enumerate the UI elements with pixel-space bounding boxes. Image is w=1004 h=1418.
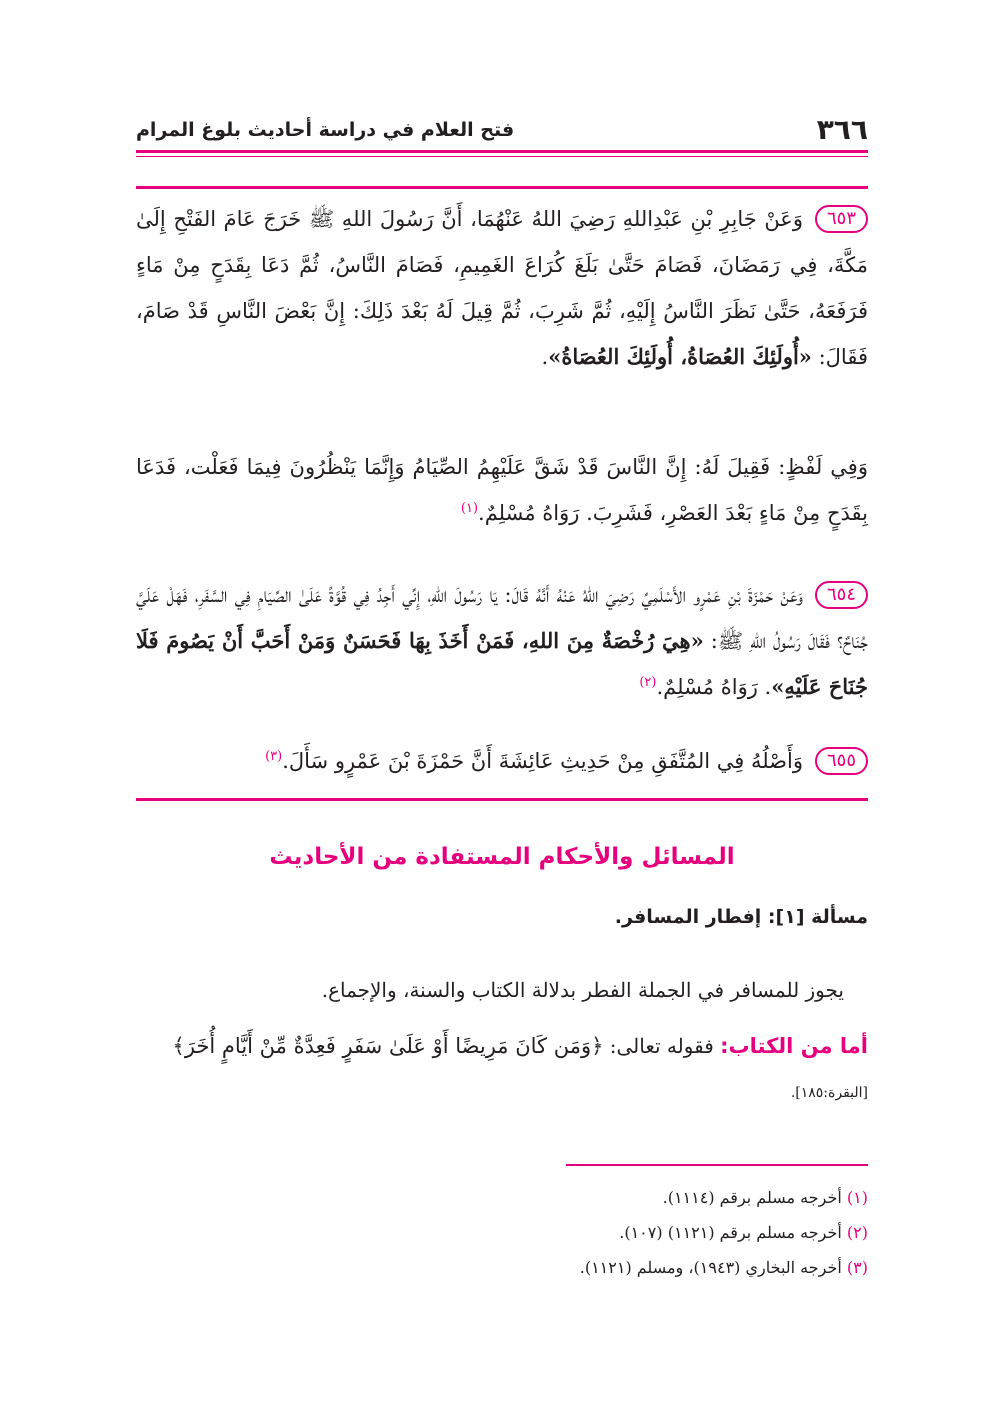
- footnote-text: أخرجه البخاري (١٩٤٣)، ومسلم (١١٢١).: [579, 1258, 842, 1277]
- footnote-rule: [566, 1164, 868, 1166]
- hadith-text: وَأَصْلُهُ فِي المُتَّفَقِ مِنْ حَدِيثِ عَائِشَةَ أَنَّ حَمْزَةَ بْنَ عَمْرٍو سَأَلَ.: [282, 749, 803, 773]
- footnote-number: (١): [846, 1188, 868, 1207]
- header-rule: [136, 150, 868, 153]
- hadith-653: [136, 196, 868, 380]
- source-label: أما من الكتاب:: [720, 1034, 868, 1058]
- surah-reference: [البقرة:١٨٥].: [790, 1085, 868, 1101]
- footnote-ref: (١): [460, 501, 479, 516]
- source-lead: فقوله تعالى:: [609, 1034, 714, 1058]
- hadith-box-top-rule: [136, 186, 868, 189]
- intro-paragraph: يجوز للمسافر في الجملة الفطر بدلالة الكتاب والسنة، والإجماع.: [321, 978, 844, 1002]
- hadith-text: وَعَنْ جَابِرِ بْنِ عَبْدِاللهِ رَضِيَ اللهُ عَنْهُمَا، أَنَّ رَسُولَ اللهِ ﷺ خَرَجَ عَامَ الفَتْحِ إِلَىٰ مَكَّةَ، فِي رَمَضَانَ، فَصَامَ حَتَّىٰ بَلَغَ كُرَاعَ الغَمِيمِ، فَصَامَ النَّاسُ، ثُمَّ دَعَا بِقَدَحٍ مِنْ مَاءٍ فَرَفَعَهُ، حَتَّىٰ نَظَرَ النَّاسُ إِلَيْهِ، ثُمَّ شَرِبَ، ثُمَّ قِيلَ لَهُ بَعْدَ ذَلِكَ: إِنَّ بَعْضَ النَّاسِ قَدْ صَامَ، فَقَالَ:: [136, 207, 868, 369]
- section-heading: المسائل والأحكام المستفادة من الأحاديث: [269, 844, 735, 870]
- footnote-item: [136, 1250, 868, 1285]
- footnote-item: [136, 1215, 868, 1250]
- quran-verse: ﴿وَمَن كَانَ مَرِيضًا أَوْ عَلَىٰ سَفَرٍ فَعِدَّةٌ مِّنْ أَيَّامٍ أُخَرَ﴾: [172, 1034, 604, 1058]
- hadith-text: وَفِي لَفْظٍ: فَقِيلَ لَهُ: إِنَّ النَّاسَ قَدْ شَقَّ عَلَيْهِمُ الصِّيَامُ وَإِنَّمَا يَنْظُرُونَ فِيمَا فَعَلْت، فَدَعَا بِقَدَحٍ مِنْ مَاءٍ بَعْدَ العَصْرِ، فَشَرِبَ. رَوَاهُ مُسْلِمٌ.: [136, 455, 868, 525]
- hadith-number-badge: ٦٥٣: [815, 205, 868, 233]
- footnote-number: (٣): [846, 1258, 868, 1277]
- issue-heading: [136, 906, 868, 928]
- hadith-number-badge: ٦٥٥: [815, 747, 868, 775]
- running-title: فتح العلام في دراسة أحاديث بلوغ المرام: [136, 119, 515, 141]
- footnotes: [136, 1180, 868, 1285]
- hadith-text: وَعَنْ حَمْزَةَ بْنِ عَمْرٍو الأَسْلَمِيِّ رَضِيَ اللهُ عَنْهُ أَنَّهُ قَالَ: يَا رَسُولَ اللهِ، إِنِّي أَجِدُ فِي قُوَّةً عَلَىٰ الصِّيَامِ فِي السَّفَرِ، فَهَلْ عَلَيَّ جُنَاحٌ؟ فَقَالَ رَسُولُ اللهِ ﷺ:: [136, 583, 868, 653]
- header-rule-thin: [136, 156, 868, 157]
- issue-label: مسألة [١]:: [767, 906, 868, 928]
- hadith-end: .: [541, 345, 549, 369]
- hadith-end: . رَوَاهُ مُسْلِمٌ.: [656, 675, 772, 699]
- footnote-text: أخرجه مسلم برقم (١١٢١) (١٠٧).: [619, 1223, 842, 1242]
- footnote-ref: (٣): [265, 749, 283, 764]
- hadith-654: [136, 572, 868, 710]
- footnote-number: (٢): [846, 1223, 868, 1242]
- hadith-655: [136, 738, 868, 784]
- hadith-box-bottom-rule: [136, 798, 868, 801]
- hadith-653-variant: [136, 444, 868, 536]
- issue-title: إفطار المسافر.: [614, 906, 762, 928]
- page-header: [136, 111, 868, 151]
- page-number: ٣٦٦: [816, 113, 868, 146]
- footnote-item: [136, 1180, 868, 1215]
- prophet-quote: «هِيَ رُخْصَةٌ مِنَ اللهِ، فَمَنْ أَخَذَ بِهَا فَحَسَنٌ وَمَنْ أَحَبَّ أَنْ يَصُومَ فَلَا جُنَاحَ عَلَيْهِ»: [136, 628, 868, 699]
- quran-evidence: [136, 1024, 868, 1115]
- footnote-text: أخرجه مسلم برقم (١١١٤).: [662, 1188, 842, 1207]
- prophet-quote: «أُولَئِكَ العُصَاةُ، أُولَئِكَ العُصَاةُ»: [548, 344, 812, 369]
- footnote-ref: (٢): [639, 675, 657, 690]
- hadith-number-badge: ٦٥٤: [815, 581, 868, 609]
